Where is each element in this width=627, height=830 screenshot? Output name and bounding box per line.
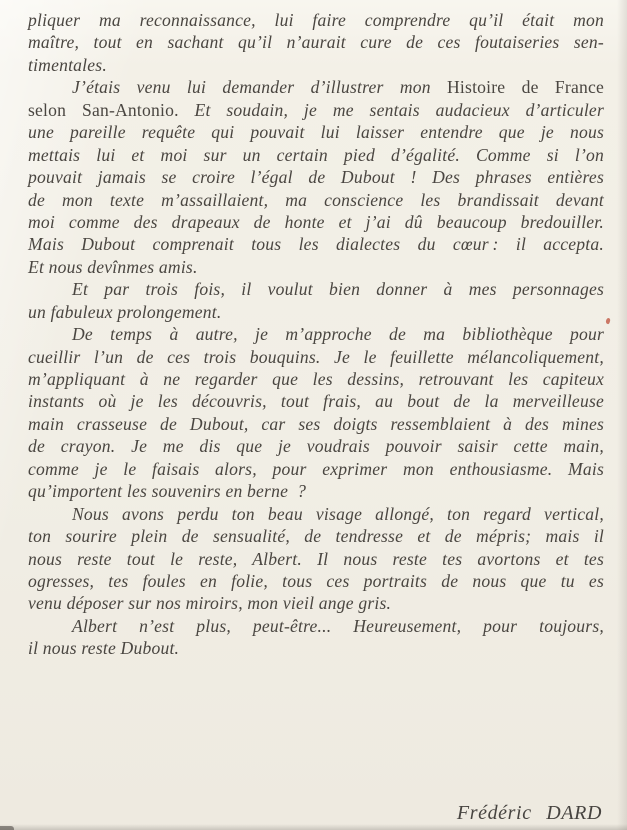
text-line — [28, 121, 604, 143]
text-line — [28, 76, 604, 98]
text-line — [28, 31, 604, 53]
text-line — [28, 413, 604, 435]
text-line — [28, 525, 604, 547]
ink-speck — [605, 318, 611, 325]
italic-text-segment: m’appliquant à ne regarder que les dessins, retrouvant les capiteux — [28, 369, 604, 389]
text-line — [28, 233, 604, 255]
italic-text-segment: mettais lui et moi sur un certain pied d’égalité. Comme si l’on — [28, 144, 604, 165]
italic-text-segment: Mais Dubout comprenait tous les dialectes du cœur : il accepta. — [28, 234, 604, 255]
italic-text-segment: pouvait jamais se croire l’égal de Dubout ! Des phrases entières — [28, 167, 604, 188]
italic-text-segment: de mon texte m’assaillaient, ma conscience les brandissait devant — [28, 189, 604, 210]
text-line — [28, 615, 604, 637]
italic-text-segment: main crasseuse de Dubout, car ses doigts ressemblaient à des mines — [28, 413, 604, 434]
text-line — [28, 458, 604, 480]
italic-text-segment: Nous avons perdu ton beau visage allongé, ton regard vertical, — [72, 503, 604, 524]
italic-text-segment: ogresses, tes foules en folie, tous ces portraits de nous que tu es — [28, 570, 604, 591]
italic-text-segment: timentales. — [28, 54, 107, 75]
text-line — [28, 99, 604, 121]
roman-text-segment: Histoire de France — [447, 77, 604, 98]
text-line — [28, 256, 604, 278]
italic-text-segment: il nous reste Dubout. — [28, 638, 180, 659]
italic-text-segment: qu’importent les souvenirs en berne ? — [28, 481, 307, 502]
italic-text-segment: Et nous devînmes amis. — [28, 256, 198, 277]
author-signature: Frédéric DARD — [456, 802, 602, 824]
text-line — [28, 166, 604, 188]
text-line — [28, 548, 604, 570]
text-line — [28, 144, 604, 166]
italic-text-segment: comme je le faisais alors, pour exprimer mon enthousiasme. Mais — [28, 458, 604, 479]
text-line — [28, 570, 604, 592]
text-line — [28, 211, 604, 233]
text-line — [28, 9, 604, 31]
text-line — [28, 346, 604, 368]
italic-text-segment: de crayon. Je me dis que je voudrais pouvoir saisir cette main, — [28, 436, 604, 457]
text-line — [28, 480, 604, 502]
page-text — [28, 9, 604, 660]
italic-text-segment: un fabuleux prolongement. — [28, 301, 222, 322]
text-line — [28, 390, 604, 412]
italic-text-segment: cueillir l’un de ces trois bouquins. Je le feuillette mélancoliquement, — [28, 346, 604, 367]
text-line — [28, 368, 604, 390]
text-line — [28, 323, 604, 345]
italic-text-segment: ton sourire plein de sensualité, de tendresse et de mépris; mais il — [28, 526, 604, 547]
italic-text-segment: Et soudain, je me sentais audacieux d’articuler — [194, 99, 604, 120]
italic-text-segment: Et par trois fois, il voulut bien donner à mes personnages — [72, 279, 604, 300]
text-line — [28, 503, 604, 525]
text-line — [28, 54, 604, 76]
italic-text-segment: pliquer ma reconnaissance, lui faire comprendre qu’il était mon — [28, 10, 604, 30]
text-line — [28, 278, 604, 300]
text-line — [28, 637, 604, 659]
roman-text-segment: selon San-Antonio. — [28, 99, 195, 120]
italic-text-segment: maître, tout en sachant qu’il n’aurait cure de ces foutaiseries sen- — [28, 32, 604, 53]
italic-text-segment: moi comme des drapeaux de honte et j’ai dû beaucoup bredouiller. — [28, 211, 604, 232]
italic-text-segment: une pareille requête qui pouvait lui laisser entendre que je nous — [28, 122, 604, 143]
italic-text-segment: nous reste tout le reste, Albert. Il nous reste tes avortons et tes — [28, 548, 604, 569]
italic-text-segment: venu déposer sur nos miroirs, mon vieil ange gris. — [28, 593, 392, 614]
italic-text-segment: instants où je les découvris, tout frais, au bout de la merveilleuse — [28, 391, 604, 412]
italic-text-segment: J’étais venu lui demander d’illustrer mon — [72, 77, 448, 98]
scan-corner-artifact — [0, 826, 14, 830]
text-line — [28, 189, 604, 211]
italic-text-segment: Albert n’est plus, peut-être... Heureusement, pour toujours, — [72, 615, 604, 636]
text-line — [28, 435, 604, 457]
text-line — [28, 301, 604, 323]
text-line — [28, 592, 604, 614]
scan-edge-shadow-right — [617, 0, 627, 830]
italic-text-segment: De temps à autre, je m’approche de ma bibliothèque pour — [72, 324, 604, 345]
